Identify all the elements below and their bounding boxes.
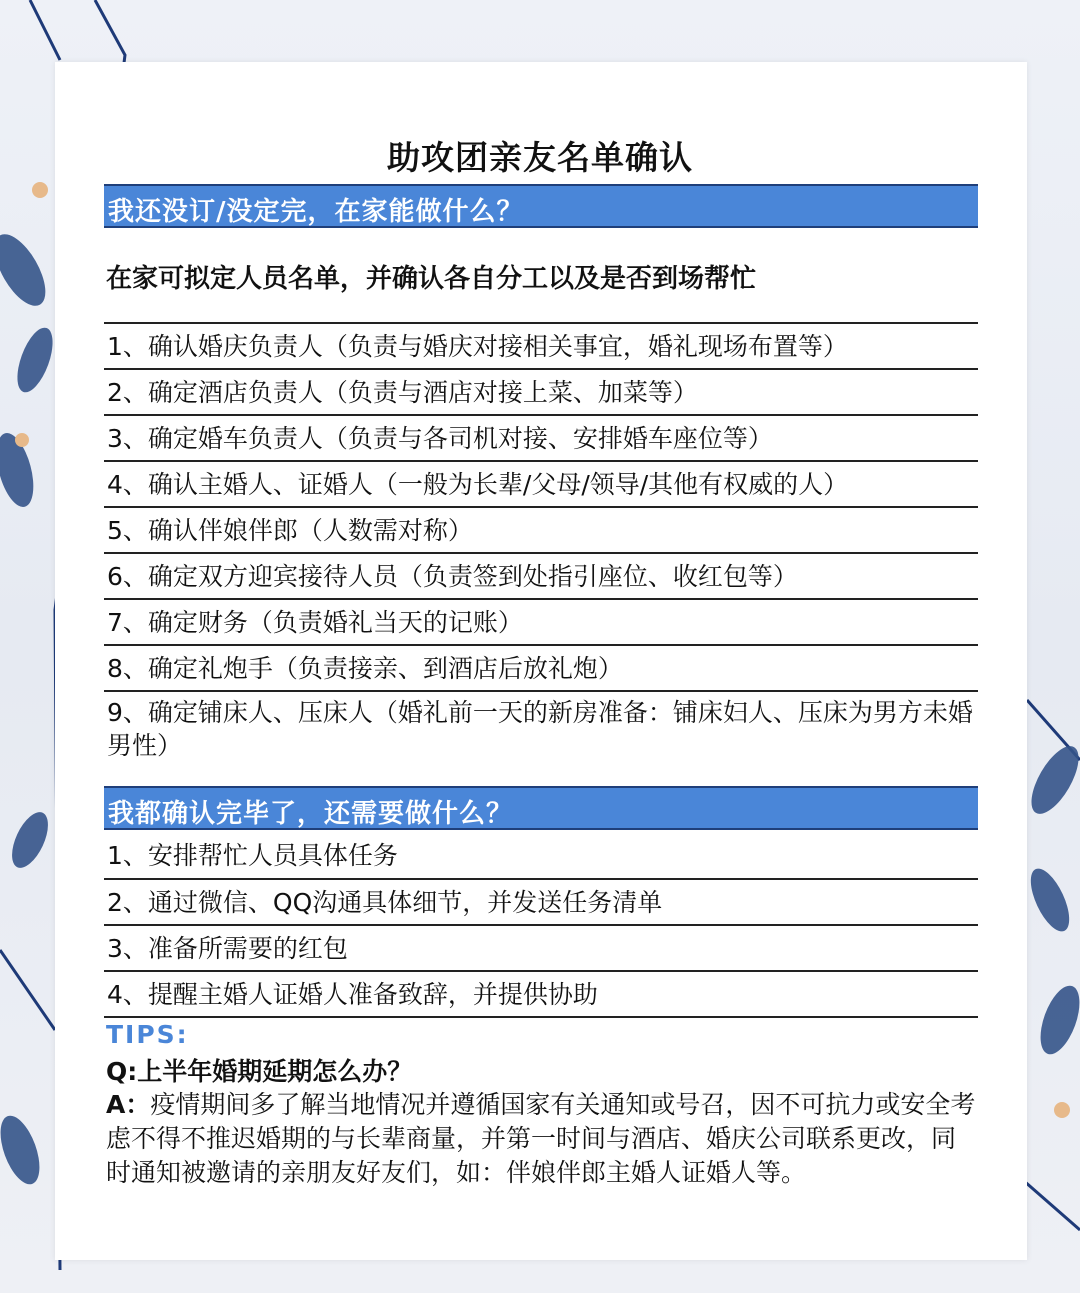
- tips-question: Q:上半年婚期延期怎么办？: [106, 1057, 413, 1086]
- list-item: 7、确定财务（负责婚礼当天的记账）: [104, 598, 978, 644]
- list-item: 3、确定婚车负责人（负责与各司机对接、安排婚车座位等）: [104, 414, 978, 460]
- list-item: 5、确认伴娘伴郎（人数需对称）: [104, 506, 978, 552]
- section1-intro: 在家可拟定人员名单，并确认各自分工以及是否到场帮忙: [106, 264, 757, 294]
- section1-list: [104, 322, 978, 768]
- list-item: 8、确定礼炮手（负责接亲、到酒店后放礼炮）: [104, 644, 978, 690]
- list-item: 4、确认主婚人、证婚人（一般为长辈/父母/领导/其他有权威的人）: [104, 460, 978, 506]
- section1-header: [104, 184, 978, 228]
- list-item: 6、确定双方迎宾接待人员（负责签到处指引座位、收红包等）: [104, 552, 978, 598]
- list-item: 9、确定铺床人、压床人（婚礼前一天的新房准备：铺床妇人、压床为男方未婚男性）: [104, 690, 978, 768]
- tips-label: TIPS:: [106, 1020, 189, 1049]
- answer-prefix: A：: [106, 1090, 151, 1119]
- list-item: 2、确定酒店负责人（负责与酒店对接上菜、加菜等）: [104, 368, 978, 414]
- list-item: 4、提醒主婚人证婚人准备致辞，并提供协助: [104, 970, 978, 1018]
- list-item: 2、通过微信、QQ沟通具体细节，并发送任务清单: [104, 878, 978, 924]
- list-item: 1、确认婚庆负责人（负责与婚庆对接相关事宜，婚礼现场布置等）: [104, 322, 978, 368]
- list-item: 3、准备所需要的红包: [104, 924, 978, 970]
- tips-answer: [106, 1088, 976, 1190]
- list-item: 1、安排帮忙人员具体任务: [107, 840, 398, 870]
- section2-header-text: 我都确认完毕了，还需要做什么？: [108, 799, 514, 829]
- section2-header: [104, 786, 978, 830]
- page-title: 助攻团亲友名单确认: [387, 138, 693, 177]
- section2-list: [104, 832, 978, 1018]
- answer-text: 疫情期间多了解当地情况并遵循国家有关通知或号召，因不可抗力或安全考虑不得不推迟婚期的与长辈商量，并第一时间与酒店、婚庆公司联系更改，同时通知被邀请的亲朋友好友们，如：伴娘伴郎主婚人证婚人等。: [106, 1090, 976, 1187]
- section1-header-text: 我还没订/没定完，在家能做什么？: [108, 197, 524, 227]
